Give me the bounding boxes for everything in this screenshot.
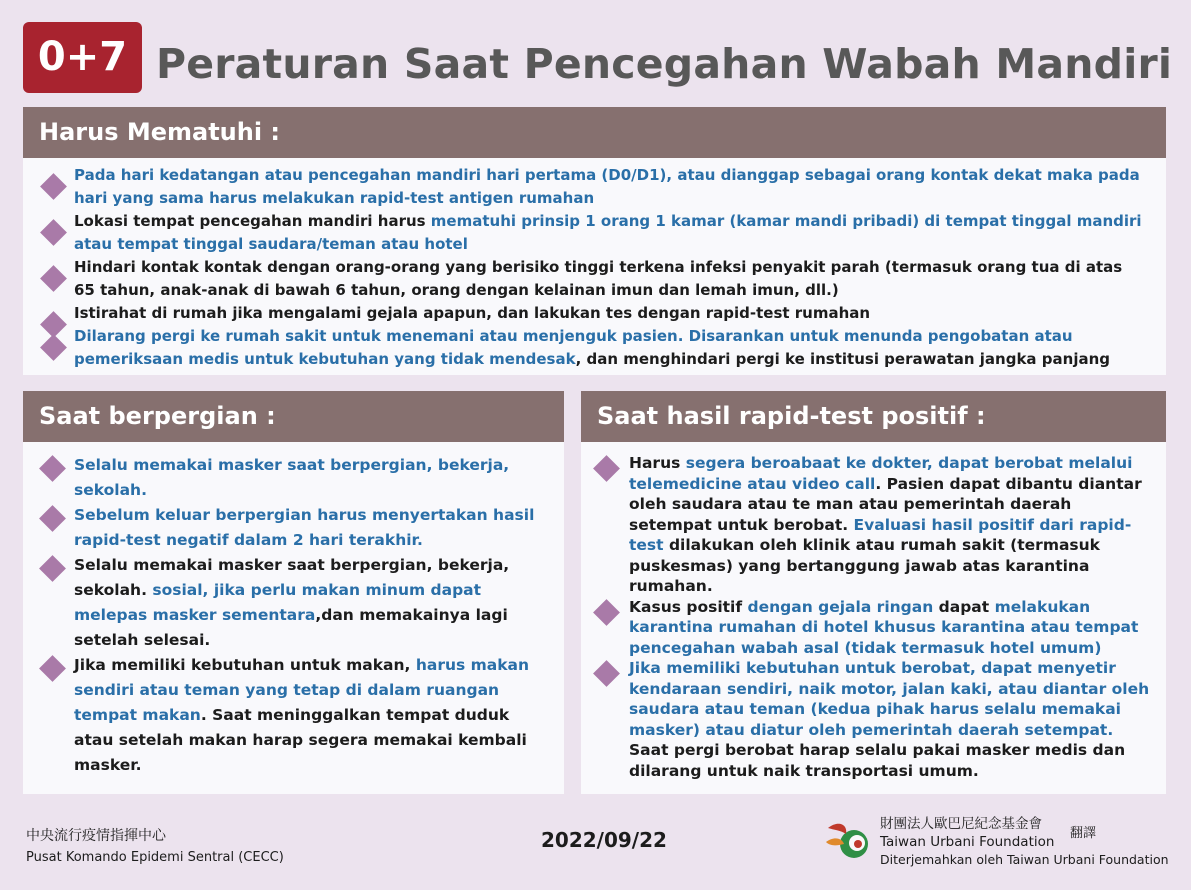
item-highlight: Evaluasi hasil positif dari rapid-test — [629, 515, 1132, 554]
item-text: Selalu memakai masker saat berpergian, bekerja, sekolah. — [74, 556, 510, 599]
item-highlight: mematuhi prinsip 1 orang 1 kamar (kamar mandi pribadi) di tempat tinggal mandiri atau tempat tinggal saudara/teman atau hotel — [74, 212, 1142, 253]
item-text: Pada hari kedatangan atau pencegahan mandiri hari pertama (D0/D1), atau dianggap sebagai orang kontak dekat maka pada hari yang sama harus melakukan rapid-test antigen rumahan — [74, 166, 1140, 207]
positive-result-list — [581, 442, 1166, 781]
diamond-bullet-icon — [40, 334, 67, 361]
translated-label-zh: 翻譯 — [1070, 826, 1097, 841]
item-text: Lokasi tempat pencegahan mandiri harus — [74, 212, 431, 230]
list-item — [23, 553, 564, 653]
item-text: dilakukan oleh klinik atau rumah sakit (termasuk puskesmas) yang bertanggung jawab atas karantina rumahan. — [629, 536, 1100, 595]
page-title: Peraturan Saat Pencegahan Wabah Mandiri — [156, 40, 1173, 88]
item-highlight: dengan gejala ringan — [747, 597, 934, 616]
item-text: Saat pergi berobat harap selalu pakai masker medis dan dilarang untuk naik transportasi umum. — [629, 741, 1126, 780]
list-item — [23, 503, 564, 553]
must-comply-heading: Harus Mematuhi : — [23, 107, 1166, 158]
item-text: Hindari kontak kontak dengan orang-orang yang berisiko tinggi terkena infeksi penyakit parah (termasuk orang tua di atas 65 tahun, anak-anak di bawah 6 tahun, orang dengan kelainan imun dan lemah imun, dll.) — [74, 258, 1123, 299]
item-highlight: segera beroabaat ke dokter, dapat berobat melalui telemedicine atau video call — [629, 454, 1133, 493]
list-item — [23, 653, 564, 778]
diamond-bullet-icon — [40, 219, 67, 246]
item-text: ,dan memakainya lagi setelah selesai. — [74, 606, 508, 649]
item-highlight: Sebelum keluar berpergian harus menyertakan hasil rapid-test negatif dalam 2 hari terakhir. — [74, 506, 535, 549]
diamond-bullet-icon — [39, 505, 66, 532]
item-highlight: Dilarang pergi ke rumah sakit untuk menemani atau menjenguk pasien. Disarankan untuk menunda pengobatan atau pemeriksaan medis untuk kebutuhan yang tidak mendesak — [74, 327, 1073, 368]
list-item — [581, 453, 1166, 597]
foundation-name-en: Taiwan Urbani Foundation — [880, 834, 1055, 850]
diamond-bullet-icon — [40, 265, 67, 292]
list-item — [23, 256, 1166, 302]
list-item — [23, 325, 1166, 371]
diamond-bullet-icon — [39, 655, 66, 682]
list-item — [581, 597, 1166, 659]
item-highlight: melakukan karantina rumahan di hotel khusus karantina atau tempat pencegahan wabah asal (tidak termasuk hotel umum) — [629, 597, 1139, 657]
day-badge: 0+7 — [23, 22, 142, 93]
foundation-credit — [880, 815, 1169, 869]
item-highlight: Selalu memakai masker saat berpergian, bekerja, sekolah. — [74, 456, 510, 499]
traveling-heading: Saat berpergian : — [23, 391, 564, 442]
diamond-bullet-icon — [593, 455, 620, 482]
item-text: Jika memiliki kebutuhan untuk makan, — [74, 656, 416, 674]
diamond-bullet-icon — [40, 173, 67, 200]
item-text: Kasus positif — [629, 597, 748, 616]
item-text: Harus — [629, 454, 686, 472]
item-highlight: Jika memiliki kebutuhan untuk berobat, dapat menyetir kendaraan sendiri, naik motor, jalan kaki, atau diantar oleh saudara atau teman (kedua pihak harus selalu memakai masker) atau diatur oleh pemerintah daerah setempat. — [629, 659, 1150, 739]
list-item — [581, 658, 1166, 781]
agency-credit — [26, 826, 284, 868]
foundation-name-zh: 財團法人歐巴尼紀念基金會 — [880, 816, 1042, 832]
item-highlight: sosial, jika perlu makan minum dapat melepas masker sementara — [74, 581, 482, 624]
item-highlight: harus makan sendiri atau teman yang tetap di dalam ruangan tempat makan — [74, 656, 530, 724]
traveling-panel — [23, 391, 564, 794]
item-text: Istirahat di rumah jika mengalami gejala apapun, dan lakukan tes dengan rapid-test rumahan — [74, 304, 871, 322]
must-comply-panel — [23, 107, 1166, 375]
taiwan-urbani-foundation-logo — [824, 818, 876, 862]
list-item — [23, 453, 564, 503]
positive-result-panel — [581, 391, 1166, 794]
translated-by: Diterjemahkan oleh Taiwan Urbani Foundation — [880, 852, 1169, 867]
positive-result-heading: Saat hasil rapid-test positif : — [581, 391, 1166, 442]
item-text: . Pasien dapat dibantu diantar oleh saudara atau te man atau pemerintah daerah setempat untuk berobat. — [629, 474, 1142, 534]
item-text: . Saat meninggalkan tempat duduk atau setelah makan harap segera memakai kembali masker. — [74, 706, 527, 774]
traveling-list — [23, 442, 564, 778]
diamond-bullet-icon — [39, 555, 66, 582]
diamond-bullet-icon — [593, 660, 620, 687]
diamond-bullet-icon — [593, 599, 620, 626]
agency-name-zh: 中央流行疫情指揮中心 — [26, 828, 166, 844]
must-comply-list — [23, 158, 1166, 371]
item-text: dapat — [933, 597, 995, 616]
list-item — [23, 210, 1166, 256]
item-text: , dan menghindari pergi ke institusi perawatan jangka panjang — [575, 350, 1110, 368]
list-item — [23, 302, 1166, 325]
list-item — [23, 164, 1166, 210]
agency-name-id: Pusat Komando Epidemi Sentral (CECC) — [26, 850, 284, 865]
diamond-bullet-icon — [39, 455, 66, 482]
publish-date: 2022/09/22 — [541, 828, 667, 852]
